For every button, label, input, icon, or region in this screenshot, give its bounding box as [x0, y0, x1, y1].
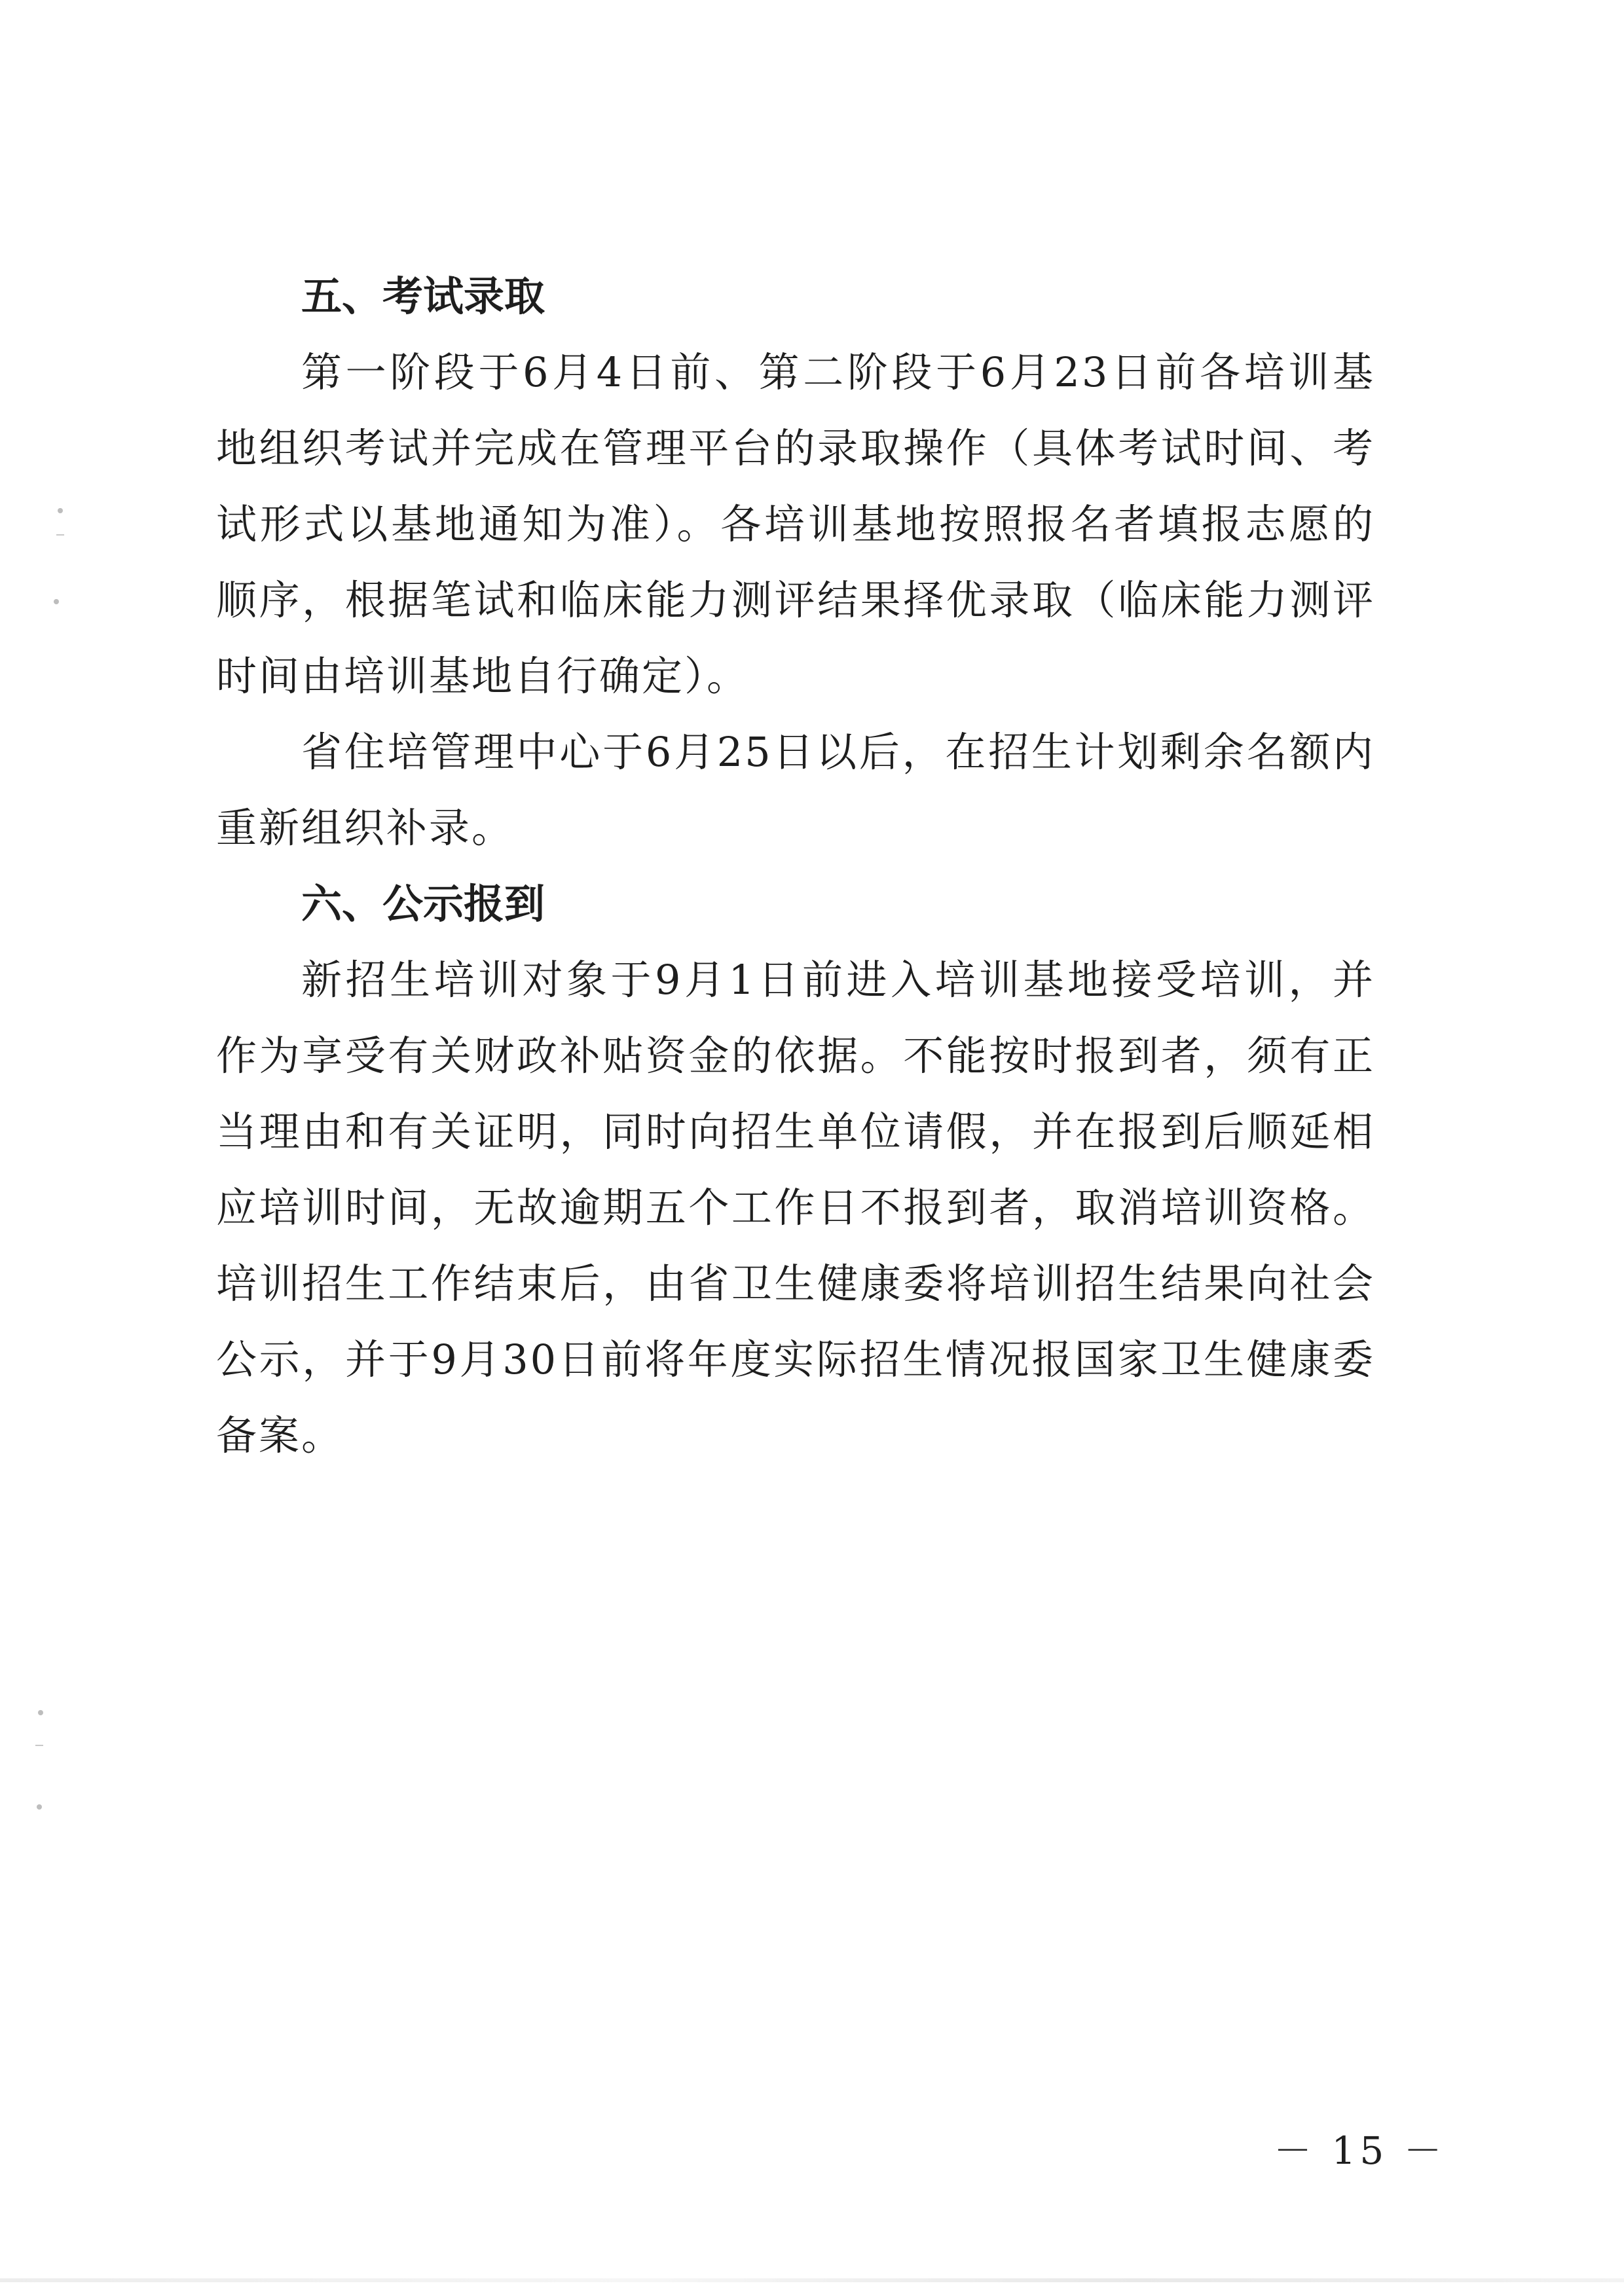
scan-speck [54, 599, 59, 604]
page-number: － 15 － [1274, 2128, 1446, 2173]
section-heading: 五、考试录取 [301, 272, 545, 320]
scan-speck [37, 1804, 42, 1810]
section-exam-admission [216, 259, 1375, 866]
scan-edge [0, 2278, 1624, 2282]
scan-speck [58, 508, 63, 513]
document-body [216, 259, 1375, 1474]
paragraph: 省住培管理中心于6月25日以后，在招生计划剩余名额内重新组织补录。 [216, 728, 1375, 852]
scan-speck [56, 534, 64, 536]
paragraph: 第一阶段于6月4日前、第二阶段于6月23日前各培训基地组织考试并完成在管理平台的录取操作（具体考试时间、考试形式以基地通知为准）。各培训基地按照报名者填报志愿的顺序，根据笔试和临床能力测评结果择优录取（临床能力测评时间由培训基地自行确定）。 [216, 348, 1375, 700]
scan-speck [38, 1710, 43, 1715]
section-heading: 六、公示报到 [301, 880, 545, 928]
scan-speck [35, 1745, 43, 1746]
paragraph: 新招生培训对象于9月1日前进入培训基地接受培训，并作为享受有关财政补贴资金的依据。不能按时报到者，须有正当理由和有关证明，同时向招生单位请假，并在报到后顺延相应培训时间，无故逾期五个工作日不报到者，取消培训资格。培训招生工作结束后，由省卫生健康委将培训招生结果向社会公示，并于9月30日前将年度实际招生情况报国家卫生健康委备案。 [216, 956, 1375, 1459]
section-publicity-registration [216, 866, 1375, 1474]
